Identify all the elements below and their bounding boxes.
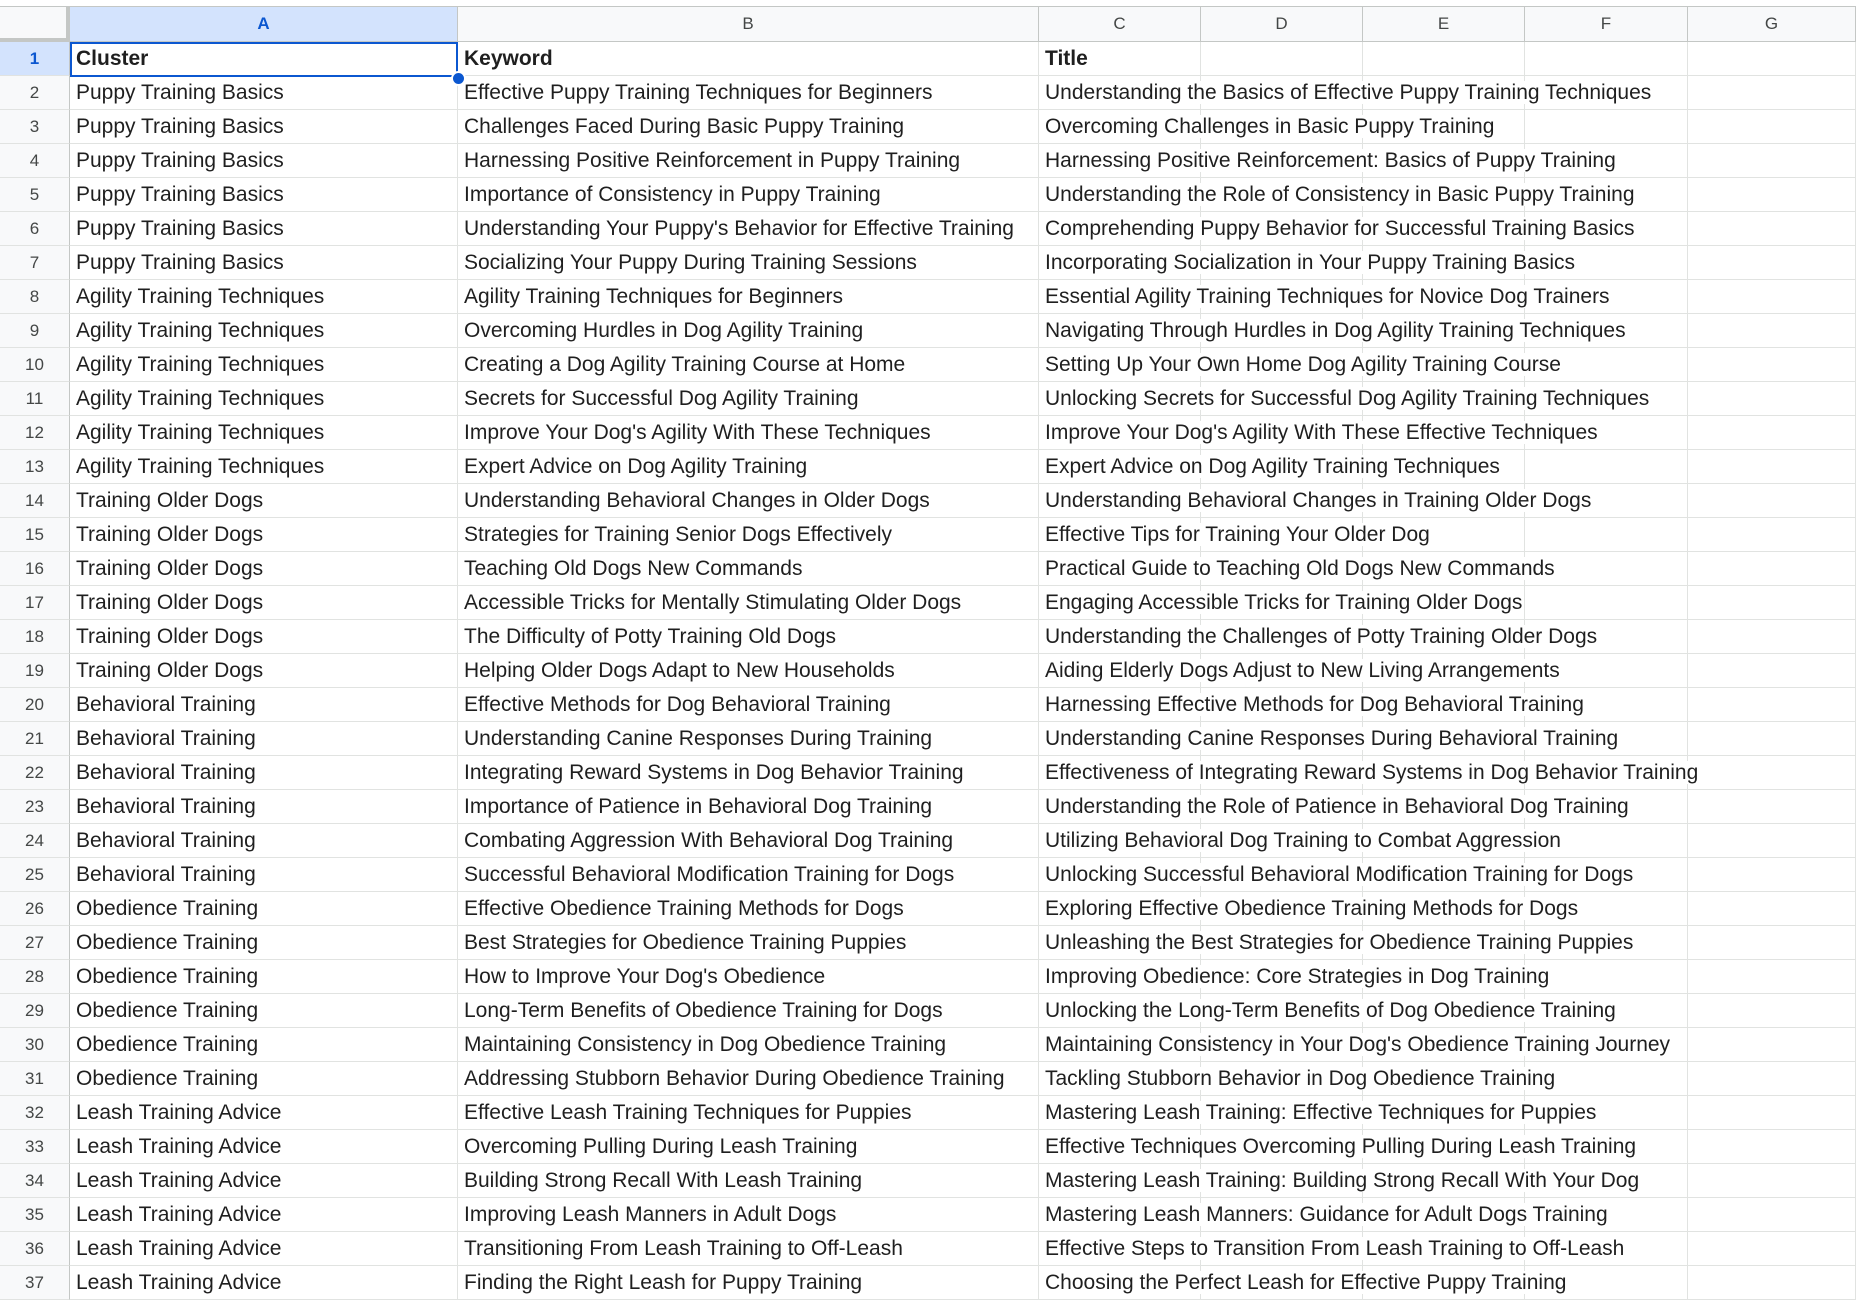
cell-g14[interactable] [1688,484,1856,518]
cell-c15-text: Effective Tips for Training Your Older Dog [1045,523,1430,546]
fill-handle[interactable] [451,71,466,86]
row-number-20[interactable]: 20 [0,688,70,722]
cell-c15[interactable] [1039,518,1430,552]
cell-a4[interactable]: Puppy Training Basics [70,144,458,178]
table-row [0,212,1856,246]
cell-a31[interactable]: Obedience Training [70,1062,458,1096]
cell-c2-text: Understanding the Basics of Effective Puppy Training Techniques [1045,81,1652,104]
cell-b33[interactable]: Overcoming Pulling During Leash Training [458,1130,1039,1164]
cell-a28[interactable]: Obedience Training [70,960,458,994]
cell-g15[interactable] [1688,518,1856,552]
cell-a24[interactable]: Behavioral Training [70,824,458,858]
cell-c32-text: Mastering Leash Training: Effective Techniques for Puppies [1045,1101,1597,1124]
cell-b8[interactable]: Agility Training Techniques for Beginners [458,280,1039,314]
cell-b26[interactable]: Effective Obedience Training Methods for Dogs [458,892,1039,926]
cell-c3[interactable] [1039,110,1495,144]
cell-c20-text: Harnessing Effective Methods for Dog Behavioral Training [1045,693,1584,716]
table-row [0,586,1856,620]
cell-b29[interactable]: Long-Term Benefits of Obedience Training for Dogs [458,994,1039,1028]
cell-a26[interactable]: Obedience Training [70,892,458,926]
cell-b25[interactable]: Successful Behavioral Modification Training for Dogs [458,858,1039,892]
cell-c8-text: Essential Agility Training Techniques for Novice Dog Trainers [1045,285,1610,308]
table-row [0,1096,1856,1130]
cell-c37[interactable] [1039,1266,1567,1300]
table-row [0,654,1856,688]
cell-a27[interactable]: Obedience Training [70,926,458,960]
cell-c14-text: Understanding Behavioral Changes in Training Older Dogs [1045,489,1592,512]
cell-b15[interactable]: Strategies for Training Senior Dogs Effectively [458,518,1039,552]
table-row [0,1198,1856,1232]
cell-b17[interactable]: Accessible Tricks for Mentally Stimulating Older Dogs [458,586,1039,620]
cell-c7[interactable] [1039,246,1575,280]
cell-a25[interactable]: Behavioral Training [70,858,458,892]
cell-c9[interactable] [1039,314,1626,348]
cell-c8[interactable] [1039,280,1610,314]
cell-g25[interactable] [1688,858,1856,892]
cell-c21[interactable] [1039,722,1619,756]
cell-g24[interactable] [1688,824,1856,858]
cell-b9[interactable]: Overcoming Hurdles in Dog Agility Training [458,314,1039,348]
cell-a30[interactable]: Obedience Training [70,1028,458,1062]
cell-c5-text: Understanding the Role of Consistency in Basic Puppy Training [1045,183,1635,206]
row-number-23[interactable]: 23 [0,790,70,824]
cell-c13[interactable] [1039,450,1500,484]
cell-f15[interactable] [1525,518,1688,552]
cell-g1[interactable] [1688,42,1856,76]
cell-g26[interactable] [1688,892,1856,926]
table-row [0,518,1856,552]
cell-a16[interactable]: Training Older Dogs [70,552,458,586]
row-number-31[interactable]: 31 [0,1062,70,1096]
grid-rows [0,42,1856,1300]
cell-c29[interactable] [1039,994,1616,1028]
row-number-28[interactable]: 28 [0,960,70,994]
row-number-15[interactable]: 15 [0,518,70,552]
row-number-7[interactable]: 7 [0,246,70,280]
table-row [0,1130,1856,1164]
cell-b21[interactable]: Understanding Canine Responses During Training [458,722,1039,756]
table-row [0,348,1856,382]
cell-c18-text: Understanding the Challenges of Potty Training Older Dogs [1045,625,1598,648]
cell-c22[interactable] [1039,756,1699,790]
cell-g12[interactable] [1688,416,1856,450]
row-number-9[interactable]: 9 [0,314,70,348]
cell-c33[interactable] [1039,1130,1637,1164]
cell-g22[interactable] [1688,756,1856,790]
cell-b22[interactable]: Integrating Reward Systems in Dog Behavior Training [458,756,1039,790]
row-number-18[interactable]: 18 [0,620,70,654]
cell-c19[interactable] [1039,654,1560,688]
column-header-d[interactable]: D [1201,7,1363,41]
cell-a6[interactable]: Puppy Training Basics [70,212,458,246]
cell-g19[interactable] [1688,654,1856,688]
cell-g28[interactable] [1688,960,1856,994]
cell-b10[interactable]: Creating a Dog Agility Training Course at Home [458,348,1039,382]
cell-g29[interactable] [1688,994,1856,1028]
cell-c32[interactable] [1039,1096,1597,1130]
row-number-27[interactable]: 27 [0,926,70,960]
cell-a18[interactable]: Training Older Dogs [70,620,458,654]
cell-g11[interactable] [1688,382,1856,416]
table-row [0,76,1856,110]
column-header-b[interactable]: B [458,7,1039,41]
cell-a5[interactable]: Puppy Training Basics [70,178,458,212]
cell-g10[interactable] [1688,348,1856,382]
cell-b23[interactable]: Importance of Patience in Behavioral Dog Training [458,790,1039,824]
cell-b11[interactable]: Secrets for Successful Dog Agility Training [458,382,1039,416]
cell-c7-text: Incorporating Socialization in Your Puppy Training Basics [1045,251,1575,274]
cell-a8[interactable]: Agility Training Techniques [70,280,458,314]
row-number-13[interactable]: 13 [0,450,70,484]
column-header-row [0,6,1856,42]
cell-g27[interactable] [1688,926,1856,960]
cell-g20[interactable] [1688,688,1856,722]
cell-c6-text: Comprehending Puppy Behavior for Successful Training Basics [1045,217,1635,240]
column-header-e[interactable]: E [1363,7,1525,41]
table-row [0,688,1856,722]
cell-g2[interactable] [1688,76,1856,110]
cell-g7[interactable] [1688,246,1856,280]
table-row [0,756,1856,790]
table-row [0,1232,1856,1266]
cell-b5[interactable]: Importance of Consistency in Puppy Training [458,178,1039,212]
table-row [0,824,1856,858]
cell-a33[interactable]: Leash Training Advice [70,1130,458,1164]
row-number-24[interactable]: 24 [0,824,70,858]
cell-g5[interactable] [1688,178,1856,212]
table-row [0,382,1856,416]
cell-c22-text: Effectiveness of Integrating Reward Systems in Dog Behavior Training [1045,761,1699,784]
cell-a11[interactable]: Agility Training Techniques [70,382,458,416]
cell-g21[interactable] [1688,722,1856,756]
row-number-16[interactable]: 16 [0,552,70,586]
table-row [0,280,1856,314]
cell-g34[interactable] [1688,1164,1856,1198]
select-all-corner[interactable] [0,6,70,42]
cell-a29[interactable]: Obedience Training [70,994,458,1028]
cell-c19-text: Aiding Elderly Dogs Adjust to New Living Arrangements [1045,659,1560,682]
cell-g32[interactable] [1688,1096,1856,1130]
row-number-14[interactable]: 14 [0,484,70,518]
cell-c33-text: Effective Techniques Overcoming Pulling During Leash Training [1045,1135,1637,1158]
row-number-1[interactable]: 1 [0,42,70,76]
cell-b27[interactable]: Best Strategies for Obedience Training Puppies [458,926,1039,960]
cell-a2[interactable]: Puppy Training Basics [70,76,458,110]
table-row [0,620,1856,654]
cell-c34[interactable] [1039,1164,1640,1198]
cell-c24-text: Utilizing Behavioral Dog Training to Combat Aggression [1045,829,1561,852]
cell-c34-text: Mastering Leash Training: Building Strong Recall With Your Dog [1045,1169,1640,1192]
cell-b19[interactable]: Helping Older Dogs Adapt to New Households [458,654,1039,688]
cell-c13-text: Expert Advice on Dog Agility Training Techniques [1045,455,1500,478]
cell-c24[interactable] [1039,824,1561,858]
cell-a34[interactable]: Leash Training Advice [70,1164,458,1198]
table-row [0,722,1856,756]
cell-c17[interactable] [1039,586,1523,620]
cell-a10[interactable]: Agility Training Techniques [70,348,458,382]
row-number-10[interactable]: 10 [0,348,70,382]
cell-g16[interactable] [1688,552,1856,586]
cell-c27[interactable] [1039,926,1634,960]
cell-c25-text: Unlocking Successful Behavioral Modification Training for Dogs [1045,863,1634,886]
cell-c23[interactable] [1039,790,1629,824]
cell-c2[interactable] [1039,76,1652,110]
cell-a3[interactable]: Puppy Training Basics [70,110,458,144]
cell-c12[interactable] [1039,416,1598,450]
row-number-35[interactable]: 35 [0,1198,70,1232]
table-row [0,314,1856,348]
table-row [0,790,1856,824]
cell-c23-text: Understanding the Role of Patience in Behavioral Dog Training [1045,795,1629,818]
cell-g13[interactable] [1688,450,1856,484]
cell-c5[interactable] [1039,178,1635,212]
cell-a36[interactable]: Leash Training Advice [70,1232,458,1266]
cell-c29-text: Unlocking the Long-Term Benefits of Dog Obedience Training [1045,999,1616,1022]
cell-c12-text: Improve Your Dog's Agility With These Effective Techniques [1045,421,1598,444]
cell-a17[interactable]: Training Older Dogs [70,586,458,620]
cell-c4[interactable] [1039,144,1616,178]
cell-c9-text: Navigating Through Hurdles in Dog Agility Training Techniques [1045,319,1626,342]
table-row [0,892,1856,926]
cell-g18[interactable] [1688,620,1856,654]
cell-b2[interactable]: Effective Puppy Training Techniques for Beginners [458,76,1039,110]
cell-c17-text: Engaging Accessible Tricks for Training Older Dogs [1045,591,1523,614]
cell-a19[interactable]: Training Older Dogs [70,654,458,688]
cell-a20[interactable]: Behavioral Training [70,688,458,722]
cell-c10[interactable] [1039,348,1561,382]
row-number-30[interactable]: 30 [0,1028,70,1062]
cell-b20[interactable]: Effective Methods for Dog Behavioral Training [458,688,1039,722]
cell-b13[interactable]: Expert Advice on Dog Agility Training [458,450,1039,484]
table-row [0,178,1856,212]
row-number-33[interactable]: 33 [0,1130,70,1164]
cell-a32[interactable]: Leash Training Advice [70,1096,458,1130]
column-header-a[interactable]: A [70,7,458,41]
table-row [0,144,1856,178]
row-number-25[interactable]: 25 [0,858,70,892]
cell-c10-text: Setting Up Your Own Home Dog Agility Training Course [1045,353,1561,376]
cell-g35[interactable] [1688,1198,1856,1232]
cell-c30-text: Maintaining Consistency in Your Dog's Obedience Training Journey [1045,1033,1671,1056]
table-row [0,1062,1856,1096]
cell-b6[interactable]: Understanding Your Puppy's Behavior for Effective Training [458,212,1039,246]
cell-g36[interactable] [1688,1232,1856,1266]
row-number-32[interactable]: 32 [0,1096,70,1130]
cell-a22[interactable]: Behavioral Training [70,756,458,790]
cell-g17[interactable] [1688,586,1856,620]
cell-b31[interactable]: Addressing Stubborn Behavior During Obedience Training [458,1062,1039,1096]
cell-g37[interactable] [1688,1266,1856,1300]
cell-c11-text: Unlocking Secrets for Successful Dog Agility Training Techniques [1045,387,1650,410]
row-number-4[interactable]: 4 [0,144,70,178]
cell-c20[interactable] [1039,688,1584,722]
cell-f1[interactable] [1525,42,1688,76]
cell-b16[interactable]: Teaching Old Dogs New Commands [458,552,1039,586]
row-number-29[interactable]: 29 [0,994,70,1028]
cell-g30[interactable] [1688,1028,1856,1062]
table-row [0,858,1856,892]
cell-c3-text: Overcoming Challenges in Basic Puppy Training [1045,115,1495,138]
cell-g31[interactable] [1688,1062,1856,1096]
cell-b24[interactable]: Combating Aggression With Behavioral Dog Training [458,824,1039,858]
cell-a15[interactable]: Training Older Dogs [70,518,458,552]
cell-c26-text: Exploring Effective Obedience Training Methods for Dogs [1045,897,1579,920]
column-header-g[interactable]: G [1688,7,1856,41]
cell-c14[interactable] [1039,484,1592,518]
cell-a13[interactable]: Agility Training Techniques [70,450,458,484]
table-row [0,1266,1856,1300]
cell-c28[interactable] [1039,960,1550,994]
cell-c35-text: Mastering Leash Manners: Guidance for Adult Dogs Training [1045,1203,1608,1226]
cell-e1[interactable] [1363,42,1525,76]
row-number-6[interactable]: 6 [0,212,70,246]
row-number-11[interactable]: 11 [0,382,70,416]
cell-b3[interactable]: Challenges Faced During Basic Puppy Training [458,110,1039,144]
cell-b1[interactable]: Keyword [458,42,1039,76]
table-row [0,416,1856,450]
cell-c36[interactable] [1039,1232,1625,1266]
cell-c36-text: Effective Steps to Transition From Leash Training to Off-Leash [1045,1237,1625,1260]
row-number-2[interactable]: 2 [0,76,70,110]
cell-b7[interactable]: Socializing Your Puppy During Training Sessions [458,246,1039,280]
table-row [0,960,1856,994]
cell-a12[interactable]: Agility Training Techniques [70,416,458,450]
table-row [0,926,1856,960]
cell-c11[interactable] [1039,382,1650,416]
cell-c31[interactable] [1039,1062,1556,1096]
cell-g9[interactable] [1688,314,1856,348]
cell-c6[interactable] [1039,212,1635,246]
cell-a35[interactable]: Leash Training Advice [70,1198,458,1232]
cell-c18[interactable] [1039,620,1598,654]
table-row [0,1028,1856,1062]
cell-b35[interactable]: Improving Leash Manners in Adult Dogs [458,1198,1039,1232]
table-row [0,110,1856,144]
cell-g4[interactable] [1688,144,1856,178]
cell-a14[interactable]: Training Older Dogs [70,484,458,518]
cell-b4[interactable]: Harnessing Positive Reinforcement in Puppy Training [458,144,1039,178]
cell-a9[interactable]: Agility Training Techniques [70,314,458,348]
cell-g33[interactable] [1688,1130,1856,1164]
cell-c1-text: Title [1045,47,1088,70]
row-number-21[interactable]: 21 [0,722,70,756]
row-number-17[interactable]: 17 [0,586,70,620]
header-row [0,42,1856,76]
row-number-5[interactable]: 5 [0,178,70,212]
cell-b12[interactable]: Improve Your Dog's Agility With These Techniques [458,416,1039,450]
cell-c1[interactable] [1039,42,1201,76]
cell-b28[interactable]: How to Improve Your Dog's Obedience [458,960,1039,994]
table-row [0,246,1856,280]
cell-a23[interactable]: Behavioral Training [70,790,458,824]
row-number-3[interactable]: 3 [0,110,70,144]
table-row [0,552,1856,586]
cell-f13[interactable] [1525,450,1688,484]
cell-c31-text: Tackling Stubborn Behavior in Dog Obedience Training [1045,1067,1556,1090]
cell-g3[interactable] [1688,110,1856,144]
cell-f3[interactable] [1525,110,1688,144]
cell-c16-text: Practical Guide to Teaching Old Dogs New Commands [1045,557,1555,580]
table-row [0,994,1856,1028]
cell-b36[interactable]: Transitioning From Leash Training to Off-Leash [458,1232,1039,1266]
row-number-34[interactable]: 34 [0,1164,70,1198]
cell-b32[interactable]: Effective Leash Training Techniques for Puppies [458,1096,1039,1130]
cell-c35[interactable] [1039,1198,1608,1232]
cell-c16[interactable] [1039,552,1555,586]
cell-d1[interactable] [1201,42,1363,76]
cell-b14[interactable]: Understanding Behavioral Changes in Older Dogs [458,484,1039,518]
cell-c21-text: Understanding Canine Responses During Behavioral Training [1045,727,1619,750]
cell-c37-text: Choosing the Perfect Leash for Effective Puppy Training [1045,1271,1567,1294]
cell-g6[interactable] [1688,212,1856,246]
cell-g23[interactable] [1688,790,1856,824]
cell-b30[interactable]: Maintaining Consistency in Dog Obedience Training [458,1028,1039,1062]
cell-a21[interactable]: Behavioral Training [70,722,458,756]
row-number-12[interactable]: 12 [0,416,70,450]
cell-b34[interactable]: Building Strong Recall With Leash Training [458,1164,1039,1198]
table-row [0,484,1856,518]
cell-c4-text: Harnessing Positive Reinforcement: Basics of Puppy Training [1045,149,1616,172]
row-number-22[interactable]: 22 [0,756,70,790]
cell-g8[interactable] [1688,280,1856,314]
cell-c26[interactable] [1039,892,1579,926]
row-number-36[interactable]: 36 [0,1232,70,1266]
table-row [0,1164,1856,1198]
cell-c25[interactable] [1039,858,1634,892]
cell-c28-text: Improving Obedience: Core Strategies in Dog Training [1045,965,1550,988]
row-number-8[interactable]: 8 [0,280,70,314]
column-header-c[interactable]: C [1039,7,1201,41]
table-row [0,450,1856,484]
cell-b18[interactable]: The Difficulty of Potty Training Old Dogs [458,620,1039,654]
row-number-19[interactable]: 19 [0,654,70,688]
cell-c30[interactable] [1039,1028,1671,1062]
row-number-37[interactable]: 37 [0,1266,70,1300]
cell-a37[interactable]: Leash Training Advice [70,1266,458,1300]
cell-b37[interactable]: Finding the Right Leash for Puppy Training [458,1266,1039,1300]
cell-f17[interactable] [1525,586,1688,620]
row-number-26[interactable]: 26 [0,892,70,926]
cell-a7[interactable]: Puppy Training Basics [70,246,458,280]
cell-a1[interactable]: Cluster [70,42,458,76]
column-header-f[interactable]: F [1525,7,1688,41]
cell-c27-text: Unleashing the Best Strategies for Obedience Training Puppies [1045,931,1634,954]
